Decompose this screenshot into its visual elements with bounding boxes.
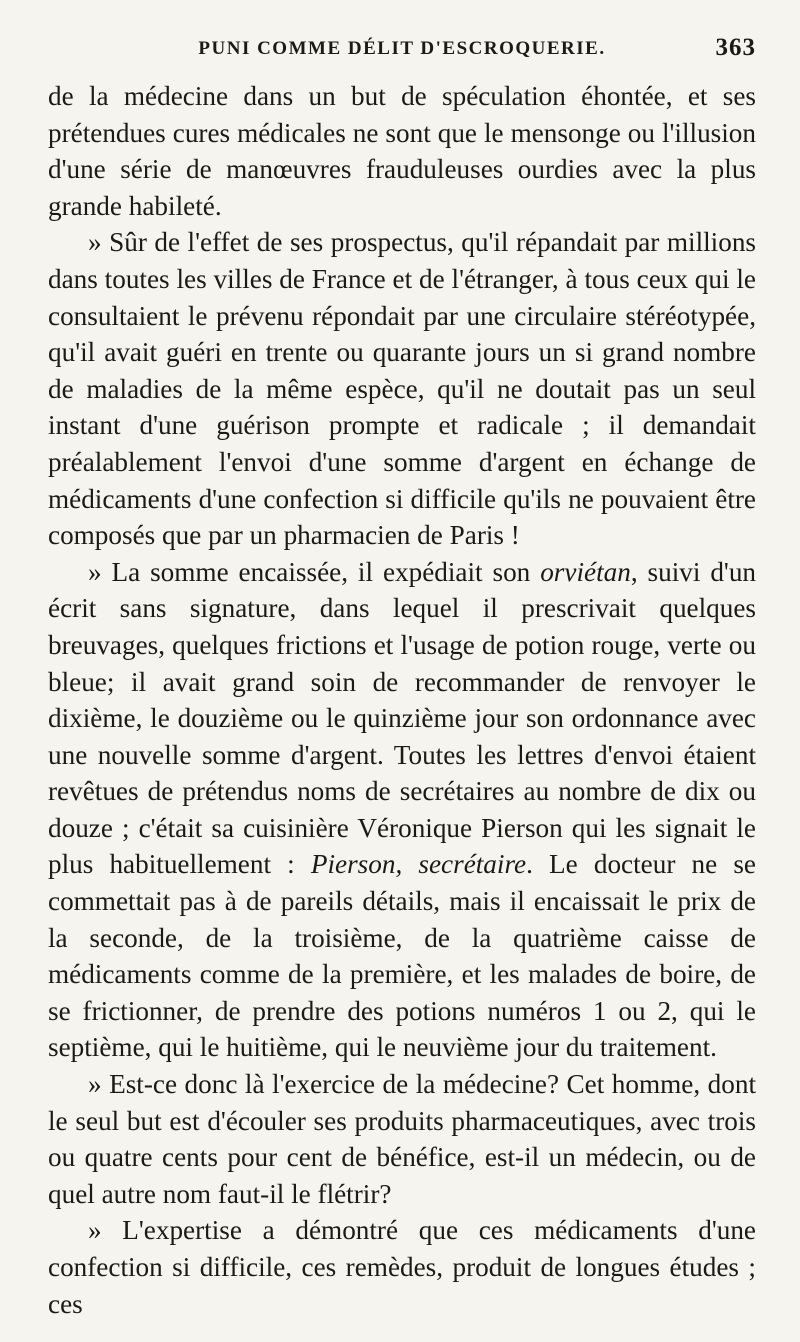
text-segment: » Sûr de l'effet de ses prospectus, qu'il répandait par millions dans toutes les villes de France et de l'étranger, à tous ceux qui le consultaient le prévenu répondait par une circulaire stéréotypée, qu'il avait guéri en trente ou quarante jours un si grand nombre de maladies de la même espèce, qu'il ne doutait pas un seul instant d'une guérison prompte et radicale ; il demandait préalablement l'envoi d'une somme d'argent en échange de médicaments d'une confection si difficile qu'ils ne pouvaient être composés que par un pharmacien de Paris ! xyxy=(48,227,756,551)
text-segment: » L'expertise a démontré que ces médicaments d'une confection si difficile, ces remèdes, produit de longues études ; ces xyxy=(48,1215,756,1319)
paragraph-4 xyxy=(48,1066,756,1212)
paragraph-5 xyxy=(48,1212,756,1322)
text-segment: » La somme encaissée, il expédiait son xyxy=(88,556,541,587)
running-head xyxy=(48,0,756,78)
italic-text: orviétan xyxy=(540,556,631,587)
body-text xyxy=(48,78,756,1322)
running-title: PUNI COMME DÉLIT D'ESCROQUERIE. xyxy=(198,38,606,59)
italic-text: Pierson, secrétaire xyxy=(310,849,527,880)
paragraph-3 xyxy=(48,554,756,1066)
text-segment: de la médecine dans un but de spéculation éhontée, et ses prétendues cures médicales ne sont que le mensonge ou l'illusion d'une série de manœuvres frauduleuses ourdies avec la plus grande habileté. xyxy=(48,81,756,221)
text-segment: , suivi d'un écrit sans signature, dans lequel il prescrivait quelques breuvages, quelques frictions et l'usage de potion rouge, verte ou bleue; il avait grand soin de recommander de renvoyer le dixième, le douzième ou le quinzième jour son ordonnance avec une nouvelle somme d'argent. Toutes les lettres d'envoi étaient revêtues de prétendus noms de secrétaires au nombre de dix ou douze ; c'était sa cuisinière Véronique Pierson qui les signait le plus habituellement : xyxy=(48,556,757,880)
page-number: 363 xyxy=(715,34,756,61)
text-segment: . Le docteur ne se commettait pas à de pareils détails, mais il encaissait le prix de la seconde, de la troisième, de la quatrième caisse de médicaments comme de la première, et les malades de boire, de se frictionner, de prendre des potions numéros 1 ou 2, qui le septième, qui le huitième, qui le neuvième jour du traitement. xyxy=(48,849,756,1063)
paragraph-1 xyxy=(48,78,756,224)
text-segment: » Est-ce donc là l'exercice de la médecine? Cet homme, dont le seul but est d'écouler ses produits pharmaceutiques, avec trois ou quatre cents pour cent de bénéfice, est-il un médecin, ou de quel autre nom faut-il le flétrir? xyxy=(48,1069,756,1209)
paragraph-2 xyxy=(48,224,756,553)
